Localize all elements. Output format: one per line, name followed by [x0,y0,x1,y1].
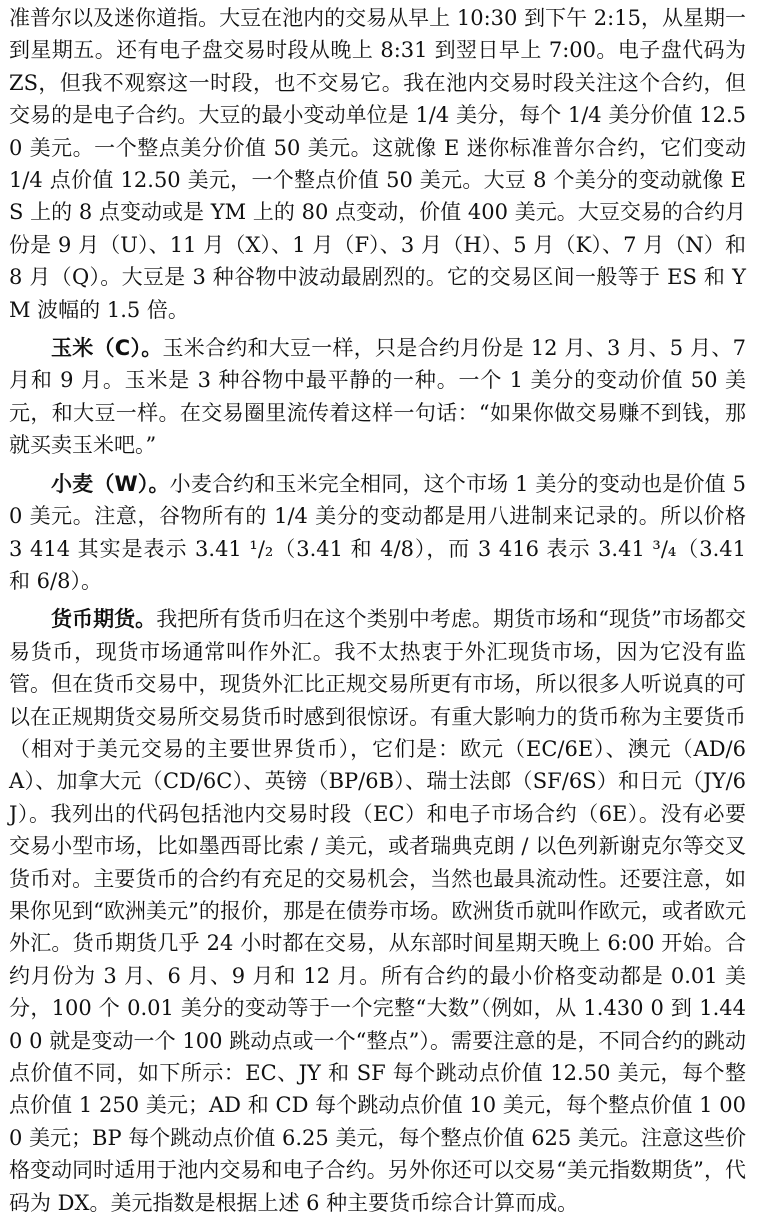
paragraph-soybean-continued [9,2,746,326]
section-term-corn: 玉米（C）。 [51,336,163,361]
section-term-wheat: 小麦（W）。 [51,471,170,496]
paragraph-currency-futures [9,603,746,1219]
paragraph-text: 玉米合约和大豆一样，只是合约月份是 12 月、3 月、5 月、7 月和 9 月。玉米是 3 种谷物中最平静的一种。一个 1 美分的变动价值 50 美元，和大豆一样。在交易圈里流传着这样一句话：“如果你做交易赚不到钱，那就买卖玉米吧。” [9,336,746,458]
paragraph-corn [9,332,746,462]
paragraph-text: 我把所有货币归在这个类别中考虑。期货市场和“现货”市场都交易货币，现货市场通常叫作外汇。我不太热衷于外汇现货市场，因为它没有监管。但在货币交易中，现货外汇比正规交易所更有市场，所以很多人听说真的可以在正规期货交易所交易货币时感到很惊讶。有重大影响力的货币称为主要货币（相对于美元交易的主要世界货币），它们是：欧元（EC/6E）、澳元（AD/6A）、加拿大元（CD/6C）、英镑（BP/6B）、瑞士法郎（SF/6S）和日元（JY/6J）。我列出的代码包括池内交易时段（EC）和电子市场合约（6E）。没有必要交易小型市场，比如墨西哥比索 / 美元，或者瑞典克朗 / 以色列新谢克尔等交叉货币对。主要货币的合约有充足的交易机会，当然也最具流动性。还要注意，如果你见到“欧洲美元”的报价，那是在债券市场。欧洲货币就叫作欧元，或者欧元外汇。货币期货几乎 24 小时都在交易，从东部时间星期天晚上 6:00 开始。合约月份为 3 月、6 月、9 月和 12 月。所有合约的最小价格变动都是 0.01 美分，100 个 0.01 美分的变动等于一个完整“大数”（例如，从 1.430 0 到 1.440 0 就是变动一个 100 跳动点或一个“整点”）。需要注意的是，不同合约的跳动点价值不同，如下所示：EC、JY 和 SF 每个跳动点价值 12.50 美元，每个整点价值 1 250 美元；AD 和 CD 每个跳动点价值 10 美元，每个整点价值 1 000 美元；BP 每个跳动点价值 6.25 美元，每个整点价值 625 美元。注意这些价格变动同时适用于池内交易和电子合约。另外你还可以交易“美元指数期货”，代码为 DX。美元指数是根据上述 6 种主要货币综合计算而成。 [9,607,746,1215]
paragraph-text: 小麦合约和玉米完全相同，这个市场 1 美分的变动也是价值 50 美元。注意，谷物所有的 1/4 美分的变动都是用八进制来记录的。所以价格 3 414 其实是表示 3.41 ¹/₂（3.41 和 4/8），而 3 416 表示 3.41 ³/₄（3.41 和 6/8）。 [9,471,746,593]
section-term-currency-futures: 货币期货。 [51,607,157,632]
paragraph-text: 准普尔以及迷你道指。大豆在池内的交易从早上 10:30 到下午 2:15，从星期一到星期五。还有电子盘交易时段从晚上 8:31 到翌日早上 7:00。电子盘代码为 ZS，但我不观察这一时段，也不交易它。我在池内交易时段关注这个合约，但交易的是电子合约。大豆的最小变动单位是 1/4 美分，每个 1/4 美分价值 12.50 美元。一个整点美分价值 50 美元。这就像 E 迷你标准普尔合约，它们变动 1/4 点价值 12.50 美元，一个整点价值 50 美元。大豆 8 个美分的变动就像 ES 上的 8 点变动或是 YM 上的 80 点变动，价值 400 美元。大豆交易的合约月份是 9 月（U）、11 月（X）、1 月（F）、3 月（H）、5 月（K）、7 月（N）和 8 月（Q）。大豆是 3 种谷物中波动最剧烈的。它的交易区间一般等于 ES 和 YM 波幅的 1.5 倍。 [9,6,746,322]
paragraph-wheat [9,468,746,598]
